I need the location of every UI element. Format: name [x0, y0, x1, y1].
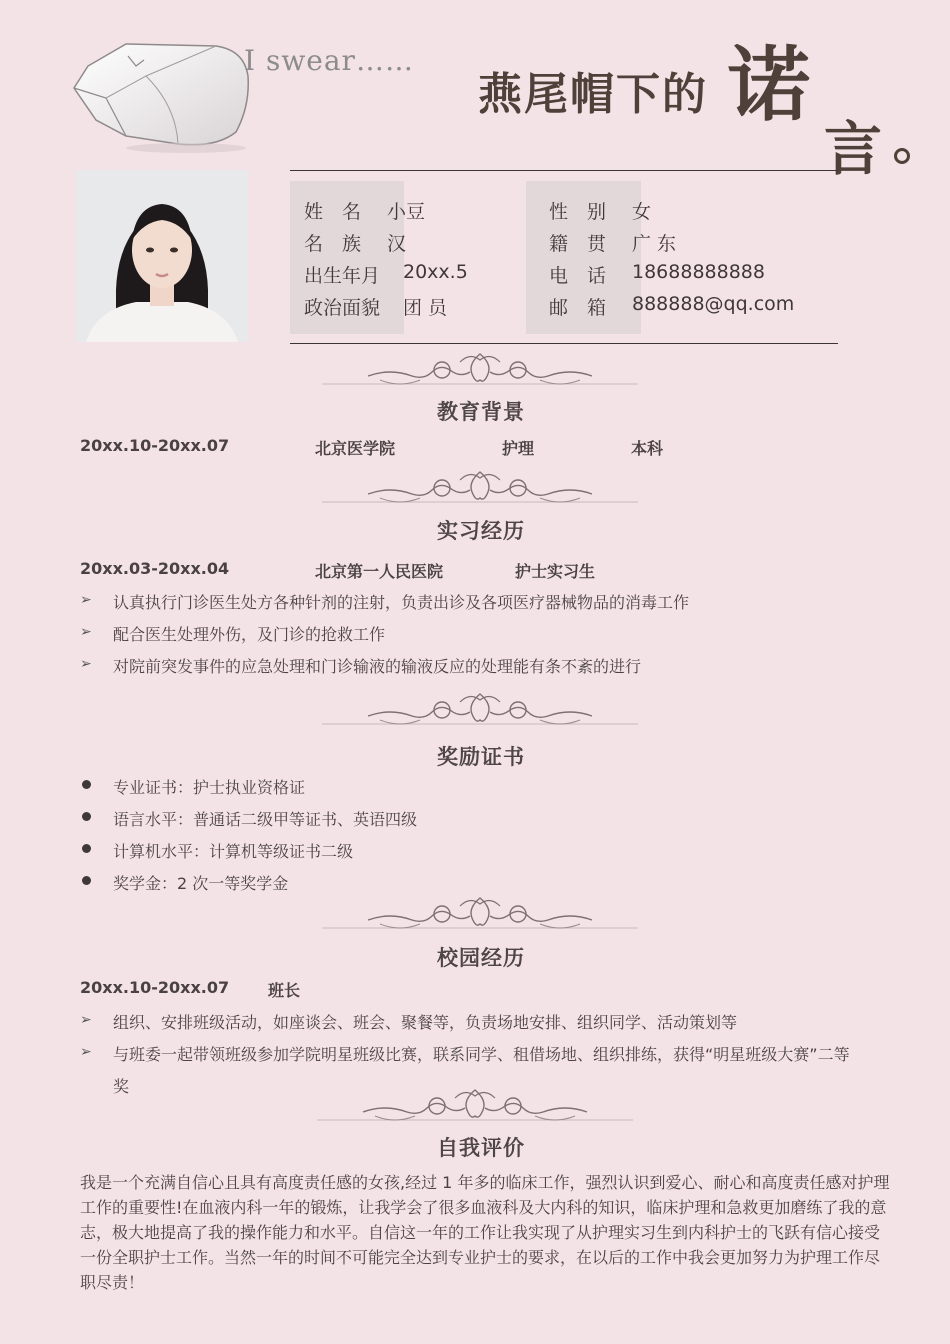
info-value-gender: 女 [632, 201, 652, 223]
section-title-campus: 校园经历 [437, 946, 525, 970]
campus-role: 班长 [268, 981, 301, 1000]
arrow-bullet-icon: ➢ [80, 592, 92, 608]
section-ornament [320, 690, 640, 734]
info-label-ethnicity: 名 族 [304, 233, 362, 255]
arrow-bullet-icon: ➢ [80, 624, 92, 640]
nurse-cap-illustration [66, 36, 256, 154]
info-label-hometown: 籍 贯 [549, 233, 607, 255]
info-label-birth: 出生年月 [304, 265, 381, 287]
portrait-illustration [76, 170, 248, 342]
info-label-email: 邮 箱 [549, 297, 607, 319]
info-bottom-divider [290, 343, 838, 344]
info-label-name: 姓 名 [304, 201, 362, 223]
section-title-internship: 实习经历 [437, 519, 525, 543]
internship-period: 20xx.03-20xx.04 [80, 559, 230, 578]
section-title-education: 教育背景 [437, 400, 525, 424]
info-value-politics: 团 员 [403, 297, 448, 319]
title-big-char: 诺 [728, 37, 811, 133]
dot-bullet-icon [82, 812, 91, 821]
award-item: 语言水平：普通话二级甲等证书、英语四级 [113, 810, 418, 829]
section-ornament [320, 468, 640, 512]
profile-photo [76, 170, 248, 342]
internship-hospital: 北京第一人民医院 [315, 562, 444, 581]
section-ornament [315, 1086, 635, 1130]
section-ornament [320, 350, 640, 394]
info-label-gender: 性 别 [549, 201, 607, 223]
title-main: 燕尾帽下的 [478, 69, 708, 120]
info-label-politics: 政治面貌 [304, 297, 381, 319]
info-value-hometown: 广 东 [632, 233, 677, 255]
arrow-bullet-icon: ➢ [80, 1012, 92, 1028]
internship-item: 对院前突发事件的应急处理和门诊输液的输液反应的处理能有条不紊的进行 [113, 657, 642, 676]
section-ornament [320, 894, 640, 938]
award-item: 专业证书：护士执业资格证 [113, 778, 306, 797]
info-value-email: 888888@qq.com [632, 293, 795, 315]
education-period: 20xx.10-20xx.07 [80, 436, 230, 455]
arrow-bullet-icon: ➢ [80, 656, 92, 672]
title-dot [894, 148, 910, 164]
dot-bullet-icon [82, 780, 91, 789]
title-yan-char: 言 [824, 115, 883, 183]
campus-item: 与班委一起带领班级参加学院明星班级比赛，联系同学、租借场地、组织排练，获得“明星班级大赛”二等 [113, 1045, 850, 1064]
internship-role: 护士实习生 [515, 562, 596, 581]
info-value-ethnicity: 汉 [387, 233, 407, 255]
dot-bullet-icon [82, 876, 91, 885]
campus-item-continuation: 奖 [113, 1077, 130, 1096]
award-item: 计算机水平：计算机等级证书二级 [113, 842, 354, 861]
campus-period: 20xx.10-20xx.07 [80, 978, 230, 997]
education-degree: 本科 [631, 439, 664, 458]
self-evaluation-text: 我是一个充满自信心且具有高度责任感的女孩,经过 1 年多的临床工作，强烈认识到爱心、耐心和高度责任感对护理工作的重要性!在血液内科一年的锻炼，让我学会了很多血液科及大内科的知识，临床护理和急救更加磨练了我的意志，极大地提高了我的操作能力和水平。自信这一年的工作让我实现了从护理实习生到内科护士的飞跃有信心接受一份全职护士工作。当然一年的时间不可能完全达到专业护士的要求，在以后的工作中我会更加努力为护理工作尽职尽责！ [80, 1173, 890, 1292]
internship-item: 配合医生处理外伤，及门诊的抢救工作 [113, 625, 386, 644]
education-school: 北京医学院 [315, 439, 396, 458]
arrow-bullet-icon: ➢ [80, 1044, 92, 1060]
info-value-name: 小豆 [387, 201, 426, 223]
campus-item: 组织、安排班级活动，如座谈会、班会、聚餐等，负责场地安排、组织同学、活动策划等 [113, 1013, 738, 1032]
info-label-phone: 电 话 [549, 265, 607, 287]
award-item: 奖学金：2 次一等奖学金 [113, 874, 289, 893]
section-title-awards: 奖励证书 [437, 745, 525, 769]
education-major: 护理 [502, 439, 535, 458]
info-value-birth: 20xx.5 [403, 261, 468, 283]
dot-bullet-icon [82, 844, 91, 853]
swear-text: I swear…… [244, 44, 414, 77]
internship-item: 认真执行门诊医生处方各种针剂的注射，负责出诊及各项医疗器械物品的消毒工作 [113, 593, 690, 612]
info-top-divider [290, 170, 838, 171]
section-title-self: 自我评价 [437, 1136, 525, 1160]
info-value-phone: 18688888888 [632, 261, 765, 283]
